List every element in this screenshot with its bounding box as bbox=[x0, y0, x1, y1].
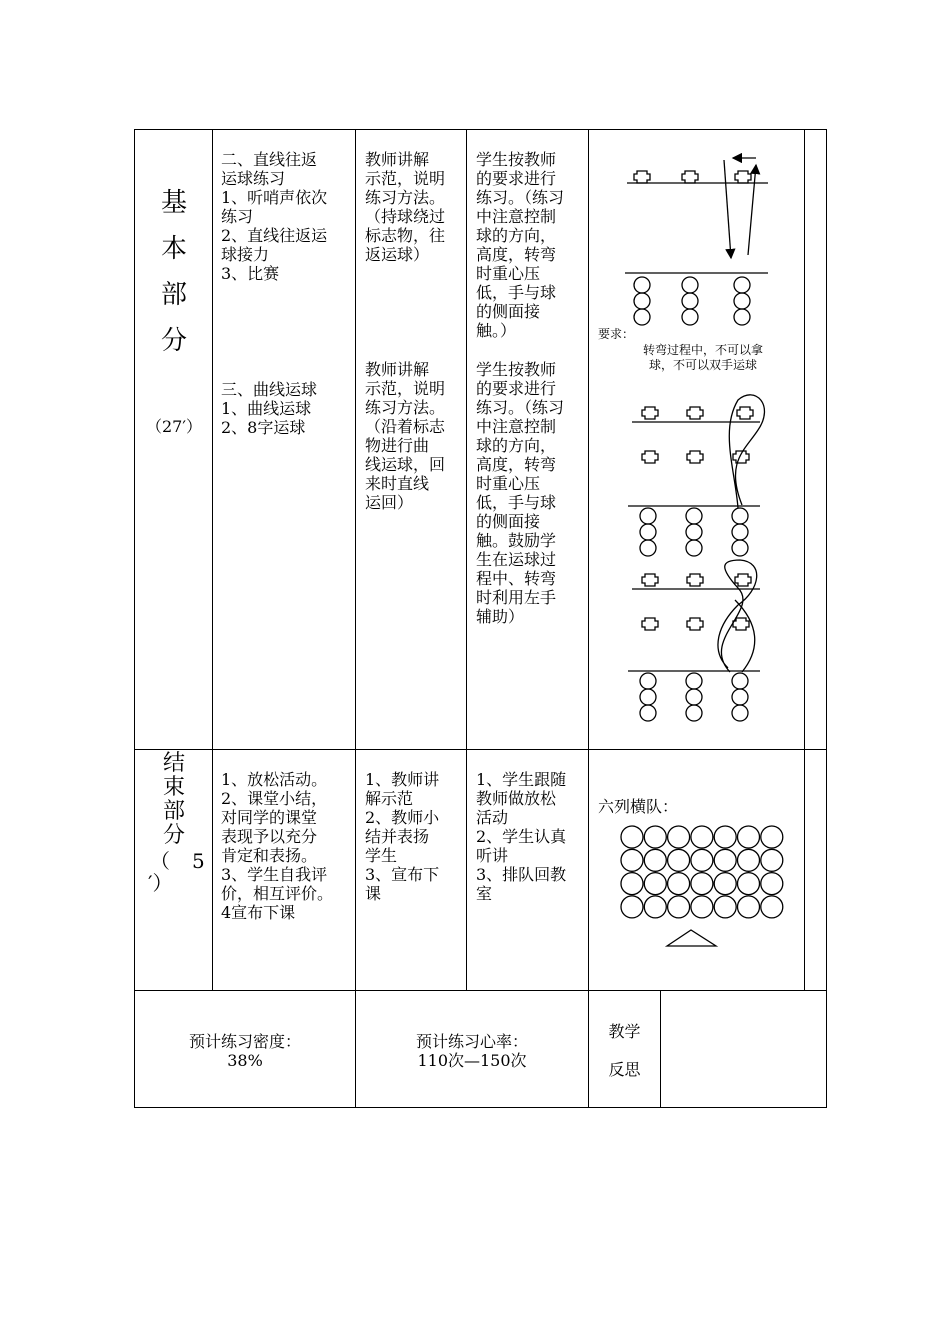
student-circle bbox=[714, 849, 736, 871]
student-circle bbox=[668, 896, 690, 918]
student-circle bbox=[761, 826, 783, 848]
student-circle bbox=[761, 873, 783, 895]
cone-marker-icon bbox=[687, 407, 703, 419]
student-circle bbox=[621, 896, 643, 918]
student-circle bbox=[621, 849, 643, 871]
diagram-note-text: 转弯过程中，不可以拿 球，不可以双手运球 bbox=[642, 343, 763, 372]
reflection-label-2: 反思 bbox=[608, 1060, 641, 1079]
student-circle bbox=[691, 826, 713, 848]
student-circle bbox=[644, 849, 666, 871]
cone-marker-icon bbox=[737, 407, 753, 419]
student-circle bbox=[714, 826, 736, 848]
ending-teacher: 1、教师讲 解示范 2、教师小 结并表扬 学生 3、宣布下 课 bbox=[365, 770, 440, 903]
ending-duration-close: ′） bbox=[148, 871, 173, 895]
ending-title-char: 束 bbox=[162, 775, 185, 800]
student-circle bbox=[644, 873, 666, 895]
student-column bbox=[640, 673, 656, 721]
ending-duration-num: 5 bbox=[192, 849, 205, 873]
curve-dribble-diagram bbox=[628, 395, 764, 556]
student-circle bbox=[621, 873, 643, 895]
density-label: 预计练习密度： bbox=[188, 1032, 301, 1051]
six-column-formation bbox=[621, 826, 783, 918]
cone-marker-icon bbox=[634, 171, 650, 183]
student-circle bbox=[738, 896, 760, 918]
curve-path bbox=[729, 395, 764, 508]
student-circle bbox=[621, 826, 643, 848]
student-column bbox=[732, 508, 748, 556]
basic-content-straight: 二、直线往返 运球练习 1、听哨声依次 练习 2、直线往返运 球接力 3、比赛 bbox=[221, 150, 328, 283]
ending-title-char: 结 bbox=[162, 751, 185, 776]
student-column bbox=[732, 673, 748, 721]
student-circle bbox=[761, 849, 783, 871]
student-column bbox=[686, 508, 702, 556]
teacher-position-triangle bbox=[667, 930, 716, 946]
heart-rate-label: 预计练习心率： bbox=[415, 1032, 528, 1051]
ending-student: 1、学生跟随 教师做放松 活动 2、学生认真 听讲 3、排队回教 室 bbox=[476, 770, 567, 903]
cone-marker-icon bbox=[687, 618, 703, 630]
arrow-up bbox=[748, 165, 756, 255]
student-circle bbox=[761, 896, 783, 918]
cone-marker-icon bbox=[642, 618, 658, 630]
basic-title-char: 部 bbox=[160, 280, 187, 310]
cone-marker-icon bbox=[642, 451, 658, 463]
basic-teacher-curve: 教师讲解 示范，说明 练习方法。 （沿着标志 物进行曲 线运球，回 来时直线 运回） bbox=[365, 360, 446, 512]
student-circle bbox=[691, 896, 713, 918]
student-column bbox=[686, 673, 702, 721]
basic-student-straight: 学生按教师 的要求进行 练习。（练习 中注意控制 球的方向， 高度，转弯 时重心压 低，手与球 的侧面接 触。） bbox=[476, 150, 565, 340]
student-column bbox=[634, 277, 650, 325]
straight-dribble-diagram bbox=[625, 158, 768, 325]
student-circle bbox=[668, 849, 690, 871]
basic-student-curve: 学生按教师 的要求进行 练习。（练习 中注意控制 球的方向， 高度，转弯 时重心压 低，手与球 的侧面接 触。鼓励学 生在运球过 程中、转弯 时利用左手 辅助） bbox=[476, 360, 565, 626]
basic-title-char: 本 bbox=[160, 234, 187, 264]
cone-marker-icon bbox=[642, 407, 658, 419]
heart-rate-value: 110次—150次 bbox=[417, 1051, 527, 1070]
student-circle bbox=[668, 873, 690, 895]
student-circle bbox=[691, 849, 713, 871]
cone-marker-icon bbox=[642, 574, 658, 586]
cone-marker-icon bbox=[687, 574, 703, 586]
student-circle bbox=[738, 849, 760, 871]
student-circle bbox=[714, 896, 736, 918]
student-circle bbox=[668, 826, 690, 848]
student-circle bbox=[644, 826, 666, 848]
basic-duration: （27′） bbox=[146, 417, 202, 436]
density-value: 38% bbox=[227, 1051, 263, 1070]
ending-duration-open: （ bbox=[150, 849, 170, 873]
ending-title-char: 分 bbox=[162, 823, 185, 848]
diagram-note-label: 要求： bbox=[598, 327, 635, 341]
student-column bbox=[640, 508, 656, 556]
figure-eight-diagram bbox=[628, 560, 760, 721]
basic-content-curve: 三、曲线运球 1、曲线运球 2、8字运球 bbox=[221, 380, 318, 437]
student-column bbox=[682, 277, 698, 325]
basic-teacher-straight: 教师讲解 示范，说明 练习方法。 （持球绕过 标志物，往 返运球） bbox=[365, 150, 446, 264]
cone-marker-icon bbox=[687, 451, 703, 463]
cone-marker-icon bbox=[733, 451, 749, 463]
student-circle bbox=[714, 873, 736, 895]
cone-marker-icon bbox=[735, 171, 751, 183]
ending-title-char: 部 bbox=[162, 799, 185, 824]
student-circle bbox=[644, 896, 666, 918]
student-circle bbox=[691, 873, 713, 895]
reflection-label-1: 教学 bbox=[608, 1022, 641, 1041]
student-column bbox=[734, 277, 750, 325]
ending-content: 1、放松活动。 2、课堂小结， 对同学的课堂 表现予以充分 肯定和表扬。 3、学生自我评 价，相互评价。 4宣布下课 bbox=[221, 770, 334, 922]
cone-marker-icon bbox=[682, 171, 698, 183]
basic-title-char: 基 bbox=[160, 188, 187, 218]
basic-title-char: 分 bbox=[160, 326, 187, 356]
student-circle bbox=[738, 873, 760, 895]
cone-marker-icon bbox=[735, 574, 751, 586]
arrow-down bbox=[724, 160, 731, 258]
figure-eight-return bbox=[735, 600, 755, 672]
student-circle bbox=[738, 826, 760, 848]
formation-label: 六列横队： bbox=[598, 797, 679, 816]
